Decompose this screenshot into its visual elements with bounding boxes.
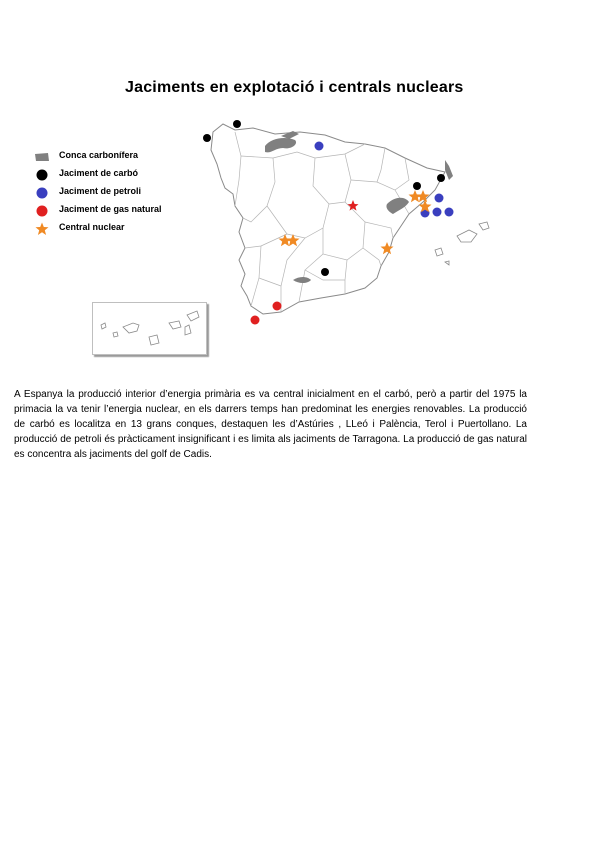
coal-deposit-marker xyxy=(233,120,241,128)
legend-item-coal-deposit xyxy=(34,166,214,184)
gas-deposit-marker xyxy=(251,316,260,325)
coal-deposit-marker xyxy=(321,268,329,276)
legend-label: Conca carbonífera xyxy=(59,150,139,160)
coal-deposit-marker xyxy=(203,134,211,142)
blue-dot-icon xyxy=(34,186,50,200)
black-dot-icon xyxy=(34,168,50,182)
body-paragraph: A Espanya la producció interior d’energia primària es va central inicialment en el carbó, però a partir del 1975 la primacia la va tenir l’energia nuclear, en els darrers temps han predominat les energies renovables. La producció de carbó es localitza en 13 grans conques, destaquen les d’Astúries , LLeó i Palència, Terol i Puertollano. La producció de petroli és pràcticament insignificant i es limita als jaciments de Tarragona. La producció de gas natural es concentra als jaciments del golf de Cadis. xyxy=(14,389,527,460)
oil-deposit-marker xyxy=(433,208,442,217)
gas-deposit-marker xyxy=(273,302,282,311)
oil-deposit-marker xyxy=(435,194,444,203)
peninsula-outline xyxy=(211,124,445,314)
legend-label: Jaciment de petroli xyxy=(59,186,142,196)
balearic-islands xyxy=(435,222,489,265)
legend-label: Central nuclear xyxy=(59,222,125,232)
legend-item-gas-deposit xyxy=(34,202,214,220)
coal-deposit-marker xyxy=(437,174,445,182)
legend-item-nuclear-plant xyxy=(34,220,214,238)
oil-deposit-marker xyxy=(315,142,324,151)
oil-deposit-marker xyxy=(445,208,454,217)
canary-islands-inset xyxy=(92,302,207,355)
map-legend xyxy=(34,148,214,238)
spain-map xyxy=(195,110,495,360)
red-dot-icon xyxy=(34,204,50,218)
canary-islands-map xyxy=(93,303,206,354)
orange-star-icon xyxy=(34,222,50,236)
legend-label: Jaciment de gas natural xyxy=(59,204,162,214)
coal-deposit-marker xyxy=(413,182,421,190)
gray-area-swatch-icon xyxy=(34,150,50,164)
legend-label: Jaciment de carbó xyxy=(59,168,139,178)
map-title: Jaciments en explotació i centrals nuclears xyxy=(125,79,464,96)
legend-item-oil-deposit xyxy=(34,184,214,202)
legend-item-coal-basin xyxy=(34,148,214,166)
